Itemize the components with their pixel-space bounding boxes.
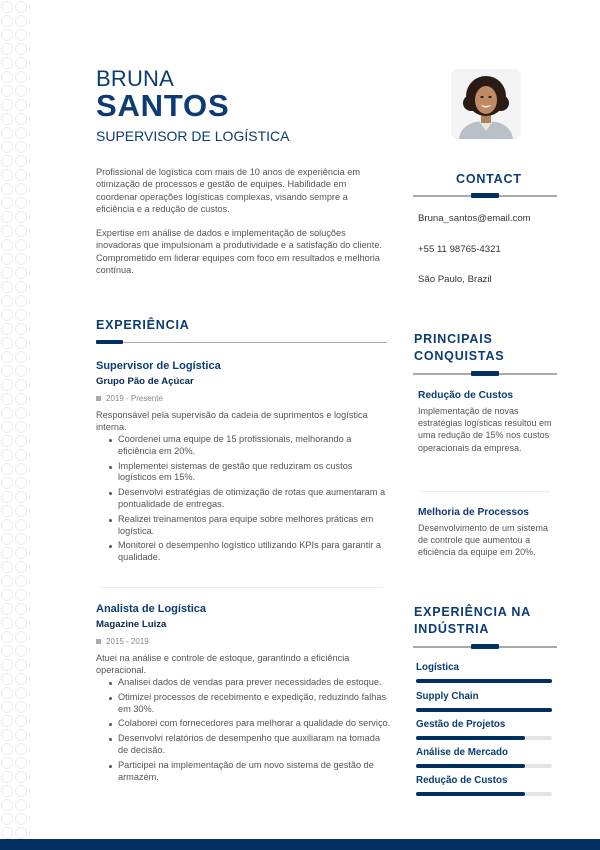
divider-accent [96, 340, 123, 344]
skill-label: Logística [416, 662, 460, 673]
skill-item [416, 747, 552, 768]
achievement-separator [420, 491, 550, 492]
job-bullet: Participei na implementação de um novo sistema de gestão de armazém. [118, 760, 392, 784]
last-name: SANTOS [96, 88, 230, 123]
job-role: Analista de Logística [96, 603, 207, 615]
job-role: Supervisor de Logística [96, 360, 221, 372]
job-bullets [96, 434, 392, 564]
job-bullet: Monitorei o desempenho logístico utilizando KPIs para garantir a qualidade. [118, 540, 392, 564]
job-bullet: Otimizei processos de recebimento e expedição, reduzindo falhas em 30%. [118, 692, 392, 716]
first-name: BRUNA [96, 66, 175, 91]
skill-item [416, 691, 552, 712]
skill-bar-fill [416, 736, 525, 740]
job-dates-text: 2015 - 2019 [106, 637, 149, 646]
job-company: Grupo Pão de Açúcar [96, 376, 194, 387]
contact-title: CONTACT [456, 172, 522, 186]
skill-bar-fill [416, 792, 525, 796]
skill-bar-track [416, 792, 552, 796]
skill-bar-fill [416, 679, 552, 683]
divider-accent [471, 644, 499, 649]
achievement-item [418, 507, 552, 559]
industry-title: EXPERIÊNCIA NA INDÚSTRIA [414, 605, 531, 636]
job-description: Responsável pela supervisão da cadeia de suprimentos e logística interna. [96, 410, 368, 432]
summary-paragraph: Profissional de logística com mais de 10 anos de experiência em otimização de processos e gestão de equipes. Habilidade em coordenar operações logísticas complexas, visando sempre a eficiência e a redução de custos. [96, 167, 361, 214]
job-bullet: Analisei dados de vendas para prever necessidades de estoque. [118, 677, 392, 689]
footer-band [0, 839, 600, 850]
calendar-icon [96, 639, 101, 644]
contact-location: São Paulo, Brazil [418, 274, 492, 285]
job-company: Magazine Luiza [96, 619, 167, 630]
skill-bar-fill [416, 764, 525, 768]
skill-bar-track [416, 708, 552, 712]
achievement-title: Melhoria de Processos [418, 507, 529, 518]
skill-item [416, 719, 552, 740]
job-bullet: Realizei treinamentos para equipe sobre melhores práticas em logística. [118, 514, 392, 538]
job-entry [96, 360, 392, 567]
contact-phone[interactable]: +55 11 98765-4321 [418, 244, 501, 255]
contact-divider [413, 195, 557, 197]
job-dates [96, 394, 392, 403]
achievement-item [418, 390, 552, 454]
job-entry [96, 603, 392, 786]
job-bullet: Implementei sistemas de gestão que reduziram os custos logísticos em 15%. [118, 461, 392, 485]
job-description: Atuei na análise e controle de estoque, garantindo a eficiência operacional. [96, 653, 350, 675]
contact-email[interactable]: Bruna_santos@email.com [418, 213, 531, 224]
profile-photo [451, 69, 521, 139]
job-bullet: Colaborei com fornecedores para melhorar a qualidade do serviço. [118, 718, 391, 729]
achievement-title: Redução de Custos [418, 390, 514, 401]
job-bullets [96, 677, 392, 783]
profile-summary [96, 166, 388, 288]
job-dates [96, 637, 392, 646]
industry-divider [413, 646, 557, 648]
skill-label: Gestão de Projetos [416, 719, 506, 730]
summary-paragraph: Expertise em análise de dados e implementação de soluções inovadoras que impulsionam a produtividade e a satisfação do cliente. Comprometido em liderar equipes com foco em resultados e melhoria contínua. [96, 228, 383, 276]
calendar-icon [96, 396, 101, 401]
skill-bar-fill [416, 708, 552, 712]
experience-title: EXPERIÊNCIA [96, 318, 190, 332]
experience-divider [96, 342, 387, 343]
achievements-title: PRINCIPAIS CONQUISTAS [414, 332, 505, 363]
job-bullet: Desenvolvi relatórios de desempenho que auxiliaram na tomada de decisão. [118, 733, 392, 757]
decorative-pattern [0, 0, 30, 839]
skill-item [416, 662, 552, 683]
skill-bar-track [416, 736, 552, 740]
skill-label: Supply Chain [416, 691, 479, 702]
achievement-description: Desenvolvimento de um sistema de controle que aumentou a eficiência da equipe em 20%. [418, 523, 549, 558]
achievement-description: Implementação de novas estratégias logísticas resultou em uma redução de 15% nos custos operacionais da empresa. [418, 406, 552, 453]
skill-label: Análise de Mercado [416, 747, 509, 758]
skill-item [416, 775, 552, 796]
portrait-image [451, 69, 521, 139]
job-title: SUPERVISOR DE LOGÍSTICA [96, 128, 290, 144]
divider-accent [471, 193, 499, 198]
skill-bar-track [416, 764, 552, 768]
job-dates-text: 2019 - Presente [106, 394, 163, 403]
skill-label: Redução de Custos [416, 775, 508, 786]
job-separator [100, 587, 383, 588]
divider-accent [471, 371, 499, 376]
achievements-divider [413, 373, 557, 375]
skill-bar-track [416, 679, 552, 683]
job-bullet: Desenvolvi estratégias de otimização de rotas que aumentaram a pontualidade de entregas. [118, 487, 392, 511]
job-bullet: Coordenei uma equipe de 15 profissionais, melhorando a eficiência em 20%. [118, 434, 392, 458]
